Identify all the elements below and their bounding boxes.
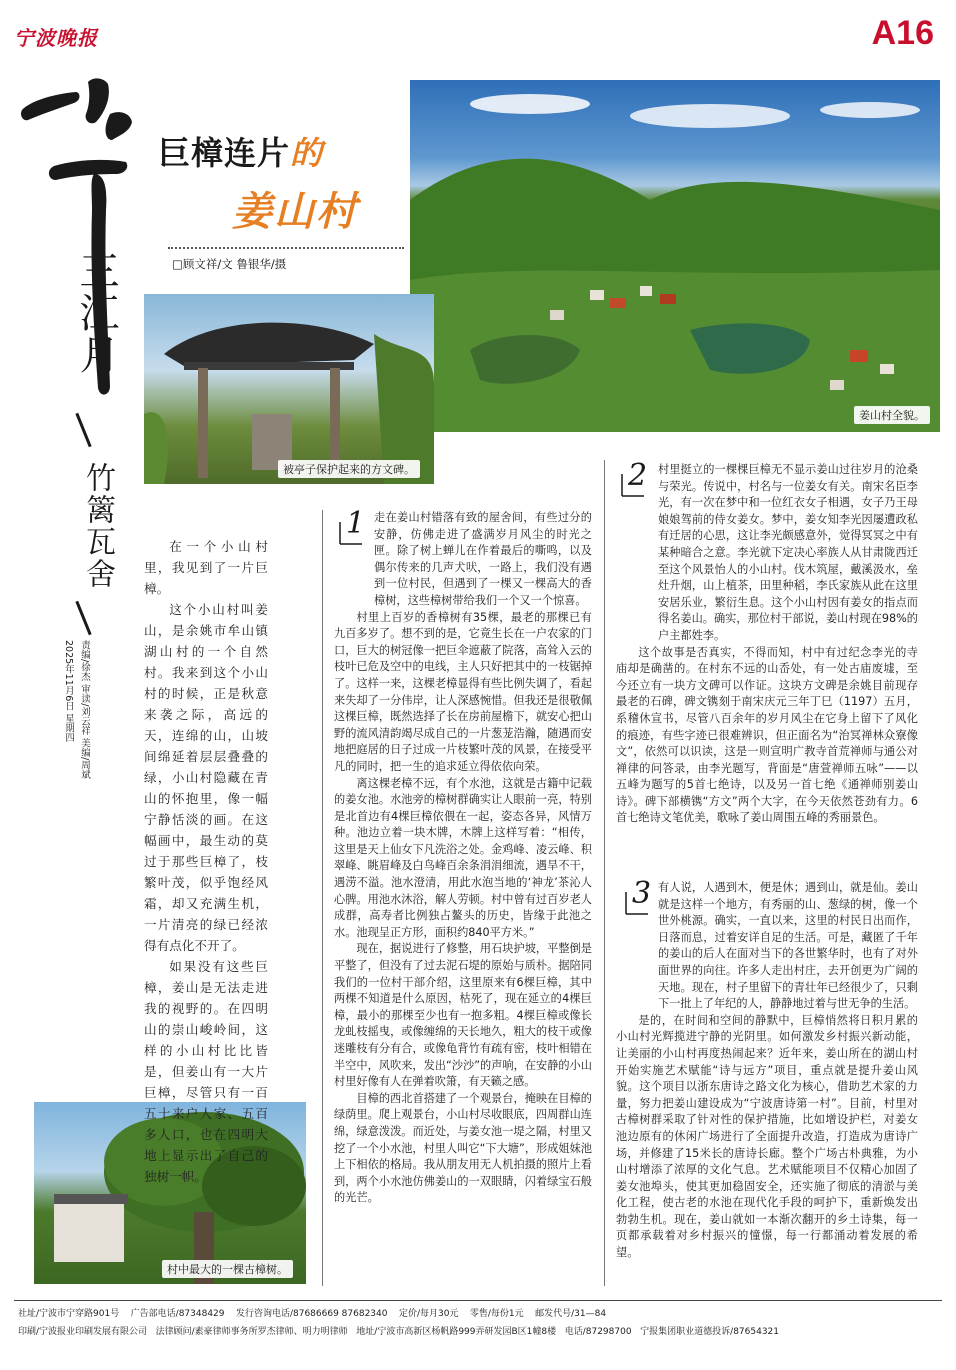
- intro-paragraph: 这个小山村叫姜山，是余姚市牟山镇湖山村的一个自然村。我来到这个小山村的时候，正是秋意来袭之际，高远的天，连绵的山，山坡间绵延着层层叠叠的绿，小山村隐藏在青山的怀抱里，像一幅宁静恬淡的画。在这幅画中，最生动的莫过于那些巨樟了，枝繁叶茂，似乎饱经风霜，却又充满生机，一片清亮的绿已经浓得有点化不开了。: [144, 602, 268, 953]
- section-paragraph: 村里上百岁的香樟树有35棵，最老的那棵已有九百多岁了。想不到的是，它竟生长在一户农家的门口，巨大的树冠像一把巨伞遮蔽了院落，高耸入云的枝叶已危及空中的电线，主人只好把其中的一枝锯掉了。这样一来，这棵老樟显得有些比例失调了，看起来失却了一分伟岸，让人深感惋惜。但我还是很敬佩这棵巨樟，既然选择了长在房前屋檐下，就安心把山野的流风清韵竭尽成自己的一片葱茏浩瀚，随遇而安地把庭居的日子过成一片枝繁叶茂的风景，在接受平凡的同时，把一生的追求延立得依依向荣。: [334, 610, 592, 773]
- section-paragraph: 有人说，人遇到木，便是休；遇到山，就是仙。姜山就是这样一个地方，有秀丽的山、葱绿的树，像一个世外桃源。确实，一直以来，这里的村民日出而作，日落而息，过着安详自足的生活。可是，藏匿了千年的姜山的后人在面对当下的各世繁华时，也有了对外面世界的向往。许多人走出村庄，去开创更为广阔的天地。现在，村子里留下的青壮年已经很少了，只剩下一批上了年纪的人，静静地过着与世无争的生活。: [658, 881, 918, 1011]
- byline-divider: [168, 247, 404, 249]
- column-rule: [322, 510, 323, 1286]
- pavilion-illustration: [144, 294, 434, 484]
- title-part1: 巨樟连片: [158, 134, 291, 172]
- section-number-1: 1: [346, 506, 366, 541]
- footer-distribution-phone: 发行咨询电话/87686669 87682340: [235, 1309, 388, 1319]
- pavilion-photo: [144, 294, 434, 484]
- divider-slash: [75, 413, 91, 448]
- article-title-village: 姜山村: [232, 188, 358, 235]
- section-paragraph: 是的，在时间和空间的静默中，巨樟悄然将日积月累的小山村光辉揽进宁静的光阴里。如何激发乡村振兴新动能，让美丽的小山村再度热闹起来？近年来，姜山所在的湖山村开始实施艺术赋能“诗与远方”项目，重点就是提升姜山风貌。这个项目以浙东唐诗之路文化为核心，借助艺术家的力量，努力把姜山建设成为“宁波唐诗第一村”。目前，村里对古樟树群采取了针对性的保护措施，比如增设护栏，对姜女池边原有的休闲广场进行了全面提升改造，打造成为唐诗广场，并修建了15米长的唐诗长廊。整个广场古朴典雅，为小山村增添了浓厚的文化气息。艺术赋能项目不仅精心加固了姜女池埠头，使其更加稳固安全，还实施了彻底的清淤与美化工程，使古老的水池在现代化手段的呵护下，重新焕发出勃勃生机。现在，姜山就如一本渐次翻开的乡土诗集，每一页都承载着对乡村振兴的憧憬，每一行都涌动着发展的希望。: [616, 1013, 918, 1260]
- footer-postal-code: 邮发代号/31—84: [535, 1309, 607, 1319]
- section-paragraph: 现在，据说进行了修整，用石块护坡，平整倒是平整了，但没有了过去泥石堤的原始与质朴。据陪同我们的一位村干部介绍，这里原来有6棵巨樟，其中两棵不知道是什么原因，枯死了，现在延立的4棵巨樟，最小的那棵至少也有一抱多粗。4棵巨樟或像长龙虬枝摇曳，或像缠绵的天长地久，粗大的枝干或像迷雕枝有分有合，或像龟背竹有疏有密，枝叶相错在半空中，风吹来，发出“沙沙”的声响，在安静的小山村里好像有人在弹着吹箫，有天籁之感。: [334, 942, 592, 1089]
- footer-print-address: 地址/宁波市高新区杨帆路999弄研发园B区1幢8楼: [356, 1327, 557, 1337]
- section-2: [616, 462, 918, 827]
- pavilion-photo-caption: 被亭子保护起来的方文碑。: [278, 460, 420, 478]
- page-number: A16: [871, 14, 934, 52]
- section-3: [616, 880, 918, 1262]
- issue-date: 2025年11月6日 星期四: [63, 640, 74, 743]
- village-illustration: [410, 80, 940, 432]
- article-title: [158, 128, 323, 174]
- footer-address: 社址/宁波市宁穿路901号: [18, 1309, 120, 1319]
- footer-rule: [14, 1300, 942, 1301]
- section-number-2: 2: [628, 458, 648, 493]
- intro-paragraph: 在一个小山村里，我见到了一片巨樟。: [144, 539, 268, 596]
- footer-print-phone: 电话/87298700: [564, 1327, 632, 1337]
- section-paragraph: 村里挺立的一棵棵巨樟无不显示姜山过往岁月的沧桑与荣光。传说中，村名与一位姜女有关。南宋名臣李光，有一次在梦中和一位红衣女子相遇，女子乃王母娘娘驾前的侍女姜女。梦中，姜女知李光因屡遭政私有迁居的心思，这让李光颇感意外，觉得冥冥之中有某种暗合之意。李光就下定决心率族人从甘肃陇西迁至这个风景怡人的小山村。伐木筑屋，戴溪汲水，垒灶升烟，山上植茶，田里种稻，李氏家族从此在这里安居乐业，繁衍生息。这个小山村因有姜女的指点而得名姜山。确实，那位村干部说，姜山村现在98%的户主都姓李。: [658, 463, 918, 642]
- column-subtitle: 竹篱瓦舍: [80, 462, 115, 590]
- column-editors: [60, 640, 92, 980]
- paper-masthead: 宁波晚报: [14, 26, 98, 50]
- section-paragraph: 目樟的西北首搭建了一个观景台，掩映在目樟的绿荫里。爬上观景台，小山村尽收眼底，四周群山连绵，绿意泼泼。而近处，与姜女池一堤之隔，村里又挖了一个小水池，村里人叫它“下大塘”，形成姐妹池上下相依的格局。我从朋友用无人机拍摄的照片上看到，两个小水池仿佛姜山的一双眼睛，闪着绿宝石般的光芒。: [334, 1091, 592, 1205]
- article-intro: [144, 536, 268, 1187]
- intro-paragraph: 如果没有这些巨樟，姜山是无法走进我的视野的。在四明山的崇山峻岭间，这样的小山村比比皆是，但姜山有一大片巨樟，尽管只有一百五十来户人家、五百多人口，也在四明大地上显示出了自己的独树一帜。: [144, 959, 268, 1184]
- village-aerial-photo: [410, 80, 940, 432]
- section-1: [334, 510, 592, 1207]
- village-photo-caption: 姜山村全貌。: [854, 406, 930, 424]
- section-number-3: 3: [632, 876, 652, 911]
- editor-credits: 责编/徐杰 审读/刘云祥 美编/周斌: [79, 640, 90, 780]
- footer-retail: 零售/每份1元: [469, 1309, 524, 1319]
- column-title: 三江月: [73, 250, 119, 376]
- byline: □顾文祥/文 鲁银华/摄: [172, 257, 287, 271]
- footer-legal: 法律顾问/素豪律师事务所罗杰律师、明力明律师: [155, 1327, 348, 1337]
- section-paragraph: 这个故事是否真实，不得而知，村中有过纪念李光的寺庙却是确凿的。在村东不远的山岙处，有一处古庙废墟，至今还立有一块方文碑可以作证。这块方文碑是余姚目前现存最老的石碑，碑文镌刻于南宋庆元三年丁巳（1197）五月，系稽休宣书，尽管八百余年的岁月风尘在它身上留下了风化的痕迹，有些字迹已很难辨识，但正面名为“治冥禅林众寮像文”，依然可以识读，这是一则宣明广教寺首荒禅师与通公对禅律的问答录，由李光题写，背面是“唐萱禅师五咏”——以五峰为题写的5首七绝诗，以及另一首七绝《通禅师别姜山诗》。碑下部横镌“方文”两个大字，在今天依然苍劲有力。6首七绝诗文笔优美，歌咏了姜山周围五峰的秀丽景色。: [616, 645, 918, 825]
- footer-price: 定价/每月30元: [398, 1309, 459, 1319]
- column-rule: [604, 460, 605, 1286]
- footer-line-1: [18, 1306, 606, 1319]
- divider-slash: [75, 601, 91, 636]
- tree-photo-caption: 村中最大的一棵古樟树。: [162, 1260, 293, 1278]
- footer-line-2: [18, 1324, 779, 1337]
- section-paragraph: 走在姜山村错落有致的屋舍间，有些过分的安静，仿佛走进了盛满岁月风尘的时光之匣。除了树上蝉儿在作着最后的嘶鸣，以及偶尔传来的几声犬吠，一路上，我们没有遇到一位村民，但遇到了一棵又一棵高大的香樟树，这些樟树带给我们一个又一个惊喜。: [374, 511, 592, 607]
- title-part2: 的: [290, 134, 324, 172]
- section-paragraph: 离这棵老樟不远，有个水池，这就是古籍中记载的姜女池。水池旁的樟树群确实让人眼前一亮，特别是北首边有4棵巨樟依偎在一起，姿态各异，风情万种。池边立着一块木牌，木牌上这样写着：“相传，这里是天上仙女下凡洗浴之处。金鸡峰、凌云峰、积翠峰、眺眉峰及白鸟峰百余条涓涓细流，遇旱不干，遇涝不溢。池水澄清，用此水泡当地的‘神龙’茶沁人心脾。用池水沐浴，解人劳顿。村中曾有过百岁老人成群，高寿者比例独占鳌头的历史，皆缘于此池之水。池现呈正方形，面积约840平方米。”: [334, 776, 592, 939]
- footer-printer: 印刷/宁波报业印刷发展有限公司: [18, 1327, 148, 1337]
- footer-ad-phone: 广告部电话/87348429: [130, 1309, 225, 1319]
- footer-complaint: 宁报集团职业道德投诉/87654321: [640, 1327, 779, 1337]
